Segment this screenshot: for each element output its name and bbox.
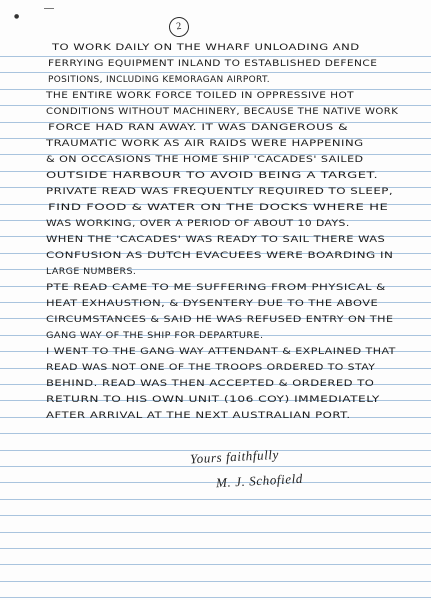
handwritten-line: TRAUMATIC WORK AS AIR RAIDS WERE HAPPENING [46,139,364,149]
ruled-line [0,515,431,516]
dot-mark: ● [14,13,20,20]
handwritten-line: & ON OCCASIONS THE HOME SHIP 'CACADES' SAILED [46,155,364,165]
handwritten-line: PRIVATE READ WAS FREQUENTLY REQUIRED TO SLEEP, [46,187,394,197]
handwritten-line: GANG WAY OF THE SHIP FOR DEPARTURE. [46,331,264,341]
ruled-line [0,581,431,582]
ruled-line [0,466,431,467]
closing: Yours faithfully [189,446,280,467]
ruled-line [0,499,431,500]
handwritten-line: FORCE HAD RAN AWAY. IT WAS DANGEROUS & [48,123,349,133]
handwritten-line: CONDITIONS WITHOUT MACHINERY, BECAUSE THE NATIVE WORK [46,107,399,117]
ruled-line [0,548,431,549]
signature: M. J. Schofield [215,470,304,491]
handwritten-line: AFTER ARRIVAL AT THE NEXT AUSTRALIAN PORT. [46,411,351,421]
handwritten-line: BEHIND. READ WAS THEN ACCEPTED & ORDERED TO [46,379,375,389]
handwritten-line: CIRCUMSTANCES & SAID HE WAS REFUSED ENTRY ON THE [46,315,394,325]
handwritten-line: HEAT EXHAUSTION, & DYSENTERY DUE TO THE ABOVE [46,299,379,309]
ruled-line [0,433,431,434]
page-number: 2 [168,16,191,39]
ruled-line [0,72,431,73]
ruled-line [0,597,431,598]
handwritten-line: RETURN TO HIS OWN UNIT (106 COY) IMMEDIATELY [46,395,380,405]
handwritten-line: POSITIONS, INCLUDING KEMORAGAN AIRPORT. [48,75,270,85]
handwritten-line: OUTSIDE HARBOUR TO AVOID BEING A TARGET. [46,171,379,181]
handwritten-line: LARGE NUMBERS. [46,267,137,277]
handwritten-line: TO WORK DAILY ON THE WHARF UNLOADING AND [52,43,360,53]
ruled-line [0,56,431,57]
dash-mark [44,8,54,9]
handwritten-line: FIND FOOD & WATER ON THE DOCKS WHERE HE [48,203,389,213]
handwritten-line: WAS WORKING, OVER A PERIOD OF ABOUT 10 DAYS. [46,219,350,229]
ruled-line [0,89,431,90]
ruled-line [0,564,431,565]
handwritten-line: WHEN THE 'CACADES' WAS READY TO SAIL THERE WAS [46,235,386,245]
ruled-line [0,532,431,533]
handwritten-line: FERRYING EQUIPMENT INLAND TO ESTABLISHED DEFENCE [48,59,378,69]
handwritten-line: THE ENTIRE WORK FORCE TOILED IN OPPRESSIVE HOT [46,91,355,101]
handwritten-line: I WENT TO THE GANG WAY ATTENDANT & EXPLAINED THAT [46,347,396,357]
handwritten-line: CONFUSION AS DUTCH EVACUEES WERE BOARDING IN [46,251,394,261]
handwritten-line: READ WAS NOT ONE OF THE TROOPS ORDERED TO STAY [46,363,376,373]
handwritten-line: PTE READ CAME TO ME SUFFERING FROM PHYSICAL & [46,283,386,293]
